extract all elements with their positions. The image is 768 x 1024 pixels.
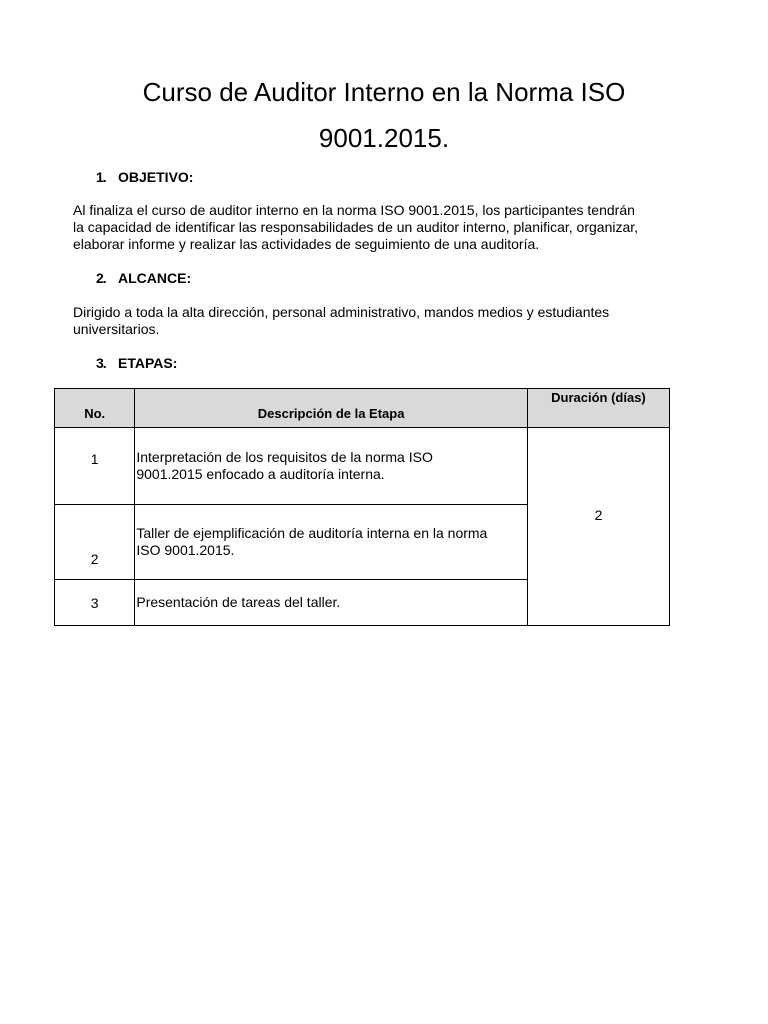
- cell-line: ISO 9001.2015.: [136, 542, 235, 558]
- cell-descripcion: [135, 505, 528, 580]
- section-number: 2.: [96, 270, 106, 286]
- column-header-duracion: Duración (días): [527, 389, 669, 428]
- cell-no: 1: [55, 428, 135, 505]
- paragraph-line: universitarios.: [73, 321, 160, 337]
- section-heading-etapas: [96, 354, 177, 372]
- table-row: [55, 428, 670, 505]
- section-number: 1.: [96, 169, 106, 185]
- section-title: ETAPAS:: [118, 355, 178, 371]
- column-header-descripcion: Descripción de la Etapa: [135, 389, 528, 428]
- cell-no: 3: [55, 580, 135, 626]
- cell-descripcion: [135, 580, 528, 626]
- paragraph-line: Al finaliza el curso de auditor interno en la norma ISO 9001.2015, los participantes tendrán: [73, 202, 635, 218]
- section-title: ALCANCE:: [118, 270, 192, 286]
- cell-line: Presentación de tareas del taller.: [136, 594, 341, 610]
- paragraph-line: elaborar informe y realizar las actividades de seguimiento de una auditoría.: [73, 236, 540, 252]
- document-title-line-1: Curso de Auditor Interno en la Norma ISO: [142, 77, 626, 107]
- column-header-no: No.: [55, 389, 135, 428]
- objetivo-paragraph: [73, 202, 713, 253]
- duracion-value: 2: [594, 506, 603, 523]
- paragraph-line: Dirigido a toda la alta dirección, personal administrativo, mandos medios y estudiantes: [73, 304, 610, 320]
- table-header-row: [55, 389, 670, 428]
- section-heading-alcance: [96, 269, 191, 287]
- cell-duracion: [527, 428, 669, 626]
- section-number: 3.: [96, 355, 106, 371]
- section-heading-objetivo: [96, 168, 193, 186]
- document-title-line-2: 9001.2015.: [318, 123, 450, 153]
- section-title: OBJETIVO:: [118, 169, 194, 185]
- cell-descripcion: [135, 428, 528, 505]
- cell-line: 9001.2015 enfocado a auditoría interna.: [136, 466, 385, 482]
- paragraph-line: la capacidad de identificar las responsabilidades de un auditor interno, planificar, organizar,: [73, 219, 639, 235]
- cell-line: Taller de ejemplificación de auditoría interna en la norma: [136, 525, 488, 541]
- cell-line: Interpretación de los requisitos de la norma ISO: [136, 449, 433, 465]
- alcance-paragraph: [73, 304, 713, 338]
- etapas-table: [54, 388, 670, 626]
- cell-no: 2: [55, 505, 135, 580]
